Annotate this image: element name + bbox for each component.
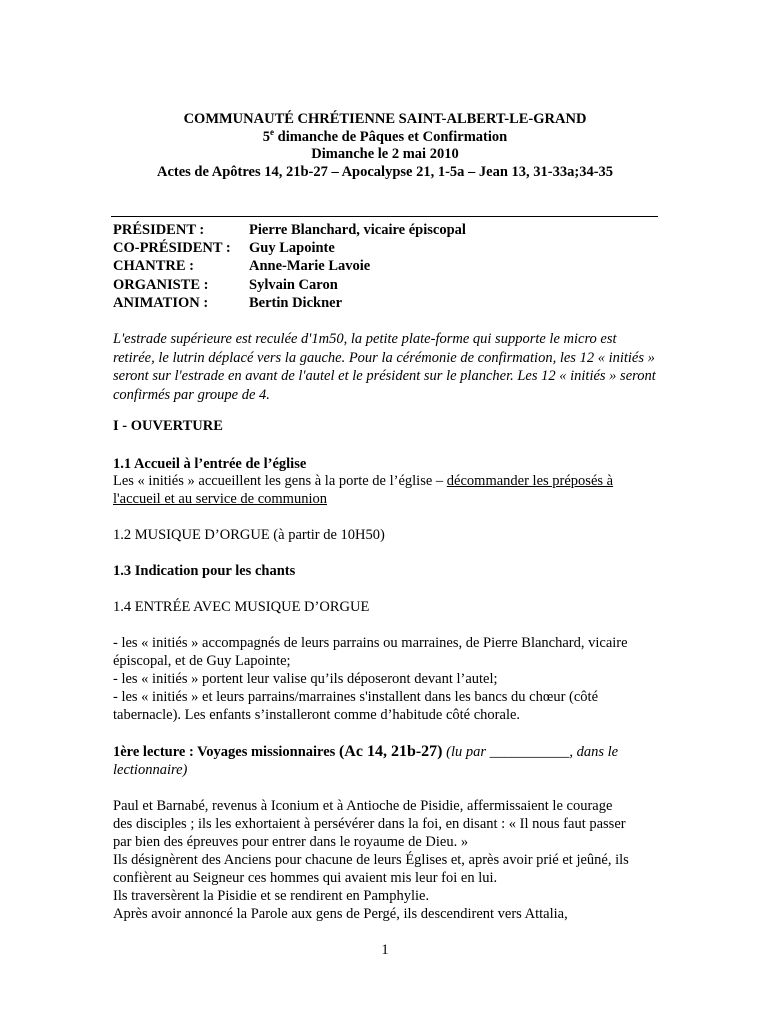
role-person: Sylvain Caron	[249, 276, 338, 293]
reading-line: Ils désignèrent des Anciens pour chacune de leurs Églises et, après avoir prié et jeûné, ils	[113, 852, 629, 868]
reading-title: 1ère lecture : Voyages missionnaires	[113, 744, 339, 760]
accueil-instructions	[113, 472, 663, 508]
role-row	[113, 294, 466, 312]
reading-line: des disciples ; ils les exhortaient à persévérer dans la foi, en disant : « Il nous faut passer	[113, 816, 626, 832]
ordinal-suffix: e	[270, 126, 275, 137]
roles-list	[113, 221, 466, 312]
role-person: Bertin Dickner	[249, 294, 343, 311]
subsection-indication-chants: 1.3 Indication pour les chants	[113, 563, 296, 579]
role-title: ANIMATION :	[113, 294, 209, 311]
reading-reference: (Ac 14, 21b-27)	[338, 743, 443, 760]
accueil-underlined-2: l'accueil et au service de communion	[113, 491, 327, 507]
reading-reader-note: (lu par ___________, dans le	[442, 744, 619, 760]
role-row	[113, 257, 466, 275]
role-title: CO-PRÉSIDENT :	[113, 240, 231, 257]
section-heading-ouverture: I - OUVERTURE	[113, 418, 223, 434]
instruction-line: - les « initiés » accompagnés de leurs parrains ou marraines, de Pierre Blanchard, vicaire	[113, 635, 628, 651]
reading-text	[113, 797, 663, 923]
entree-instructions	[113, 634, 663, 724]
subsection-heading-accueil: 1.1 Accueil à l’entrée de l’église	[113, 456, 307, 472]
role-person: Anne-Marie Lavoie	[249, 258, 371, 275]
instruction-line: épiscopal, et de Guy Lapointe;	[113, 653, 291, 669]
reading-reader-note-cont: lectionnaire)	[113, 762, 188, 778]
celebration-number: 5	[262, 128, 271, 145]
role-person: Pierre Blanchard, vicaire épiscopal	[249, 222, 466, 238]
reading-line: Ils traversèrent la Pisidie et se rendirent en Pamphylie.	[113, 888, 430, 904]
role-title: ORGANISTE :	[113, 276, 209, 293]
instruction-line: - les « initiés » et leurs parrains/marraines s'installent dans les bancs du chœur (côté	[113, 689, 598, 705]
header-divider	[111, 216, 658, 217]
instruction-line: - les « initiés » portent leur valise qu’ils déposeront devant l’autel;	[113, 671, 498, 687]
celebration-date: Dimanche le 2 mai 2010	[311, 146, 459, 162]
reading-heading	[113, 743, 663, 779]
role-row	[113, 221, 466, 239]
community-title: COMMUNAUTÉ CHRÉTIENNE SAINT-ALBERT-LE-GRAND	[183, 111, 587, 127]
reading-line: par bien des épreuves pour entrer dans le royaume de Dieu. »	[113, 834, 469, 850]
role-title: CHANTRE :	[113, 258, 194, 275]
reading-line: Paul et Barnabé, revenus à Iconium et à Antioche de Pisidie, affermissaient le courage	[113, 798, 613, 814]
subsection-musique-orgue: 1.2 MUSIQUE D’ORGUE (à partir de 10H50)	[113, 527, 385, 543]
role-row	[113, 276, 466, 294]
celebration-title	[0, 126, 770, 147]
accueil-underlined-1: décommander les préposés à	[446, 473, 614, 489]
reading-line: Après avoir annoncé la Parole aux gens de Pergé, ils descendirent vers Attalia,	[113, 906, 568, 922]
role-title: PRÉSIDENT :	[113, 222, 205, 238]
celebration-name: dimanche de Pâques et Confirmation	[274, 128, 508, 145]
accueil-text: Les « initiés » accueillent les gens à la porte de l’église –	[113, 473, 447, 489]
page-number: 1	[381, 942, 389, 958]
staging-note: L'estrade supérieure est reculée d'1m50, la petite plate-forme qui supporte le micro est retirée, le lutrin déplacé vers la gauche. Pour la cérémonie de confirmation, les 12 « initiés » seront sur l'estrade en avant de l'autel et le président sur le plancher. Les 12 « initiés » seront confirmés par groupe de 4.	[113, 331, 656, 404]
role-row	[113, 239, 466, 257]
readings-references: Actes de Apôtres 14, 21b-27 – Apocalypse 21, 1-5a – Jean 13, 31-33a;34-35	[156, 163, 614, 180]
document-header	[0, 111, 770, 181]
subsection-entree: 1.4 ENTRÉE AVEC MUSIQUE D’ORGUE	[113, 599, 370, 615]
role-person: Guy Lapointe	[249, 240, 335, 257]
instruction-line: tabernacle). Les enfants s’installeront comme d’habitude côté chorale.	[113, 707, 521, 723]
reading-line: confièrent au Seigneur ces hommes qui avaient mis leur foi en lui.	[113, 870, 498, 886]
